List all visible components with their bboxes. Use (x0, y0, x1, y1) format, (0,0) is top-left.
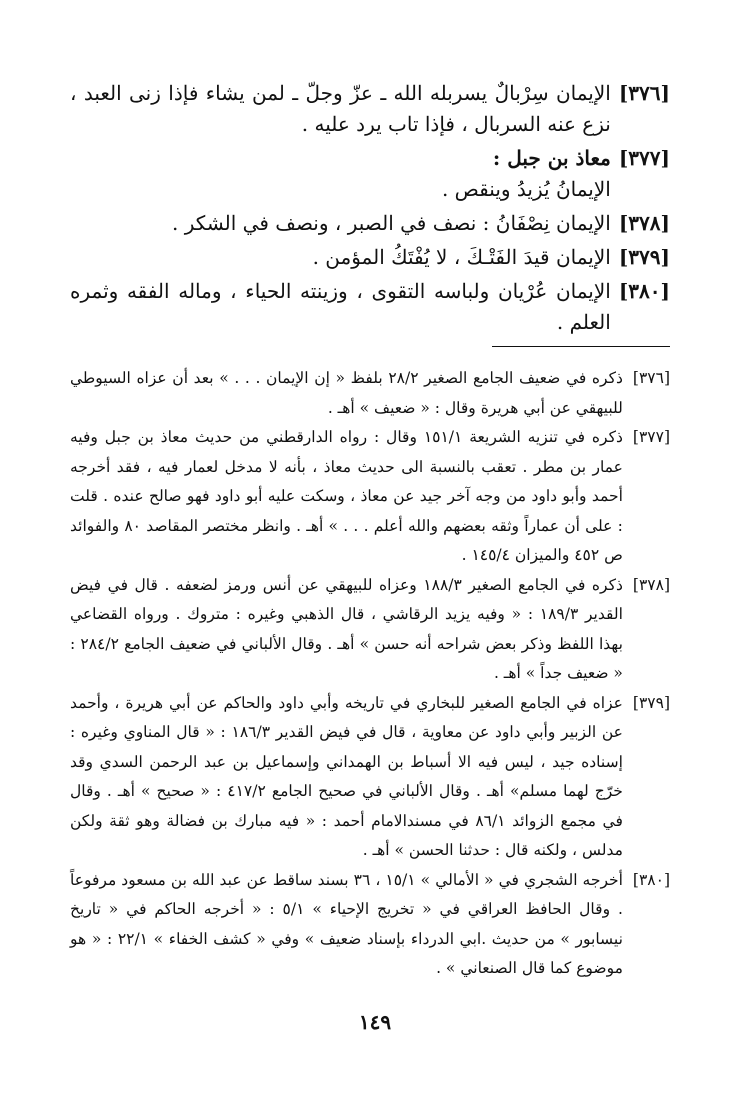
entry-number: [٣٧٨] (618, 211, 670, 235)
footnote-text: أخرجه الشجري في « الأمالي » ١٥/١ ، ٣٦ بسند ساقط عن عبد الله بن مسعود مرفوعاً . وقال الحافظ العراقي في « تخريج الإحياء » ٥/١ : « أخرجه الحاكم في « تاريخ نيسابور » من حديث .ابي الدرداء بإسناد ضعيف » وفي « كشف الخفاء » ٢٢/١ : « هو موضوع كما قال الصنعاني » . (70, 870, 623, 977)
entry-number: [٣٧٧] (618, 146, 670, 170)
entry-text: الإيمان قيدَ الفَتْـكَ ، لا يُفْتَكُ المؤمن . (312, 245, 611, 269)
footnote-text: ذكره في ضعيف الجامع الصغير ٢٨/٢ بلفظ « إن الإيمان . . . » بعد أن عزاه السيوطي للبيهقي عن أبي هريرة وقال : « ضعيف » أهـ . (70, 369, 623, 417)
entry-number: [٣٧٦] (618, 81, 670, 105)
footnote-376 (70, 364, 670, 423)
footnote-text: ذكره في الجامع الصغير ١٨٨/٣ وعزاه للبيهقي عن أنس ورمز لضعفه . قال في فيض القدير ١٨٩/٣ : « وفيه يزيد الرقاشي ، قال الذهبي وغيره : متروك . ورواه القضاعي بهذا اللفظ وذكر بعض شراحه أنه حسن » أهـ . وقال الألباني في ضعيف الجامع ٢٨٤/٢ : « ضعيف جداً » أهـ . (70, 575, 623, 682)
page-number: ١٤٩ (358, 1010, 392, 1034)
entry-number: [٣٧٩] (618, 245, 670, 269)
entry-text: الإيمان عُرْيان ولباسه التقوى ، وزينته الحياء ، وماله الفقه وثمره العلم . (70, 279, 611, 334)
entry-text: الإيمان نِصْفَانُ : نصف في الصبر ، ونصف في الشكر . (172, 211, 611, 235)
entry-text: الإيمان سِرْبالٌ يسربله الله ـ عزّ وجلّ ـ لمن يشاء فإذا زنى العبد ، نزع عنه السربال ، فإذا تاب يرد عليه . (70, 81, 611, 136)
entry-379 (70, 242, 670, 273)
entry-text: الإيمانُ يُزيدُ وينقص . (441, 177, 611, 201)
footnote-378 (70, 571, 670, 689)
footnote-text: ذكره في تنزيه الشريعة ١٥١/١ وقال : رواه الدارقطني من حديث معاذ بن جبل وفيه عمار بن مطر . تعقب بالنسبة الى حديث معاذ ، بأنه لا مدخل لعمار فيه ، فقد أخرجه أحمد وأبو داود من وجه آخر جيد عن معاذ ، وسكت عليه أبو داود فهو صالح عنده . قلت : على أن عماراً وثقه بعضهم والله أعلم . . . » أهـ . وانظر مختصر المقاصد ٨٠ والفوائد ص ٤٥٢ والميزان ١٤٥/٤ . (70, 428, 623, 564)
entry-number: [٣٨٠] (618, 279, 670, 303)
footnote-number: [٣٧٧] (632, 428, 670, 446)
footnotes (70, 364, 670, 984)
entry-378 (70, 208, 670, 239)
footnote-379 (70, 689, 670, 866)
footnote-380 (70, 866, 670, 984)
footnote-divider (492, 346, 670, 347)
main-text (70, 78, 670, 341)
footnote-text: عزاه في الجامع الصغير للبخاري في تاريخه وأبي داود والحاكم عن أبي هريرة ، وأحمد عن الزبير وأبي داود عن معاوية ، قال في فيض القدير ١٨٦/٣ : « قال المناوي وغيره : إسناده جيد ، ليس فيه الا أسباط بن الهمداني وإسماعيل بن عبد الرحمن السدي وقد خرّج لهما مسلم» أهـ . وقال الألباني في صحيح الجامع ٤١٧/٢ : « صحيح » أهـ . وقال في مجمع الزوائد ٨٦/١ في مسندالامام أحمد : « فيه مبارك بن فضالة وهو ثقة ولكن مدلس ، ولكنه قال : حدثنا الحسن » أهـ . (70, 693, 623, 859)
entry-376 (70, 78, 670, 140)
entry-380 (70, 276, 670, 338)
footnote-number: [٣٧٩] (632, 693, 670, 712)
footnote-377 (70, 423, 670, 571)
footnote-number: [٣٨٠] (632, 870, 670, 889)
entry-title: معاذ بن جبل : (492, 146, 611, 170)
footnote-number: [٣٧٨] (632, 575, 670, 594)
entry-377 (70, 143, 670, 205)
footnote-number: [٣٧٦] (632, 369, 670, 387)
